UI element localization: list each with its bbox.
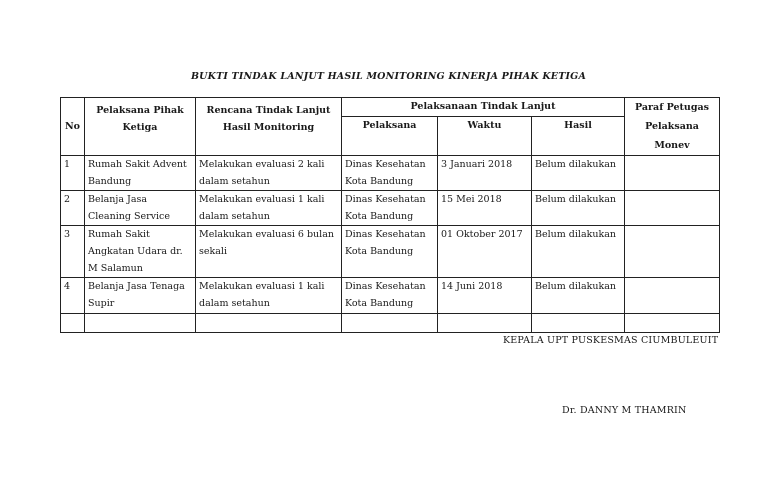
cell-hasil: Belum dilakukan [532,226,625,278]
signature-position: KEPALA UPT PUSKESMAS CIUMBULEUIT [503,335,719,346]
cell-waktu: 14 Juni 2018 [438,278,532,314]
document-title: BUKTI TINDAK LANJUT HASIL MONITORING KINERJA PIHAK KETIGA [190,71,587,82]
cell-hasil: Belum dilakukan [532,191,625,226]
empty-cell [342,314,438,333]
cell-paraf [625,278,720,314]
cell-pelaksana: Dinas Kesehatan Kota Bandung [342,278,438,314]
cell-hasil: Belum dilakukan [532,156,625,191]
cell-pihak: Rumah Sakit Angkatan Udara dr. M Salamun [85,226,196,278]
cell-pelaksana: Dinas Kesehatan Kota Bandung [342,156,438,191]
header-hasil: Hasil [532,116,625,155]
header-no: No [61,98,85,156]
table-row-empty [61,314,720,333]
cell-no: 1 [61,156,85,191]
cell-rencana: Melakukan evaluasi 6 bulan sekali [196,226,342,278]
header-rencana: Rencana Tindak Lanjut Hasil Monitoring [196,98,342,156]
table-row [61,191,720,226]
monitoring-table [60,97,720,333]
cell-no: 4 [61,278,85,314]
cell-no: 2 [61,191,85,226]
cell-rencana: Melakukan evaluasi 1 kali dalam setahun [196,191,342,226]
empty-cell [625,314,720,333]
cell-waktu: 01 Oktober 2017 [438,226,532,278]
signature-name: Dr. DANNY M THAMRIN [562,405,687,416]
cell-pihak: Rumah Sakit Advent Bandung [85,156,196,191]
empty-cell [85,314,196,333]
header-paraf: Paraf Petugas Pelaksana Monev [625,98,720,156]
empty-cell [438,314,532,333]
cell-pihak: Belanja Jasa Cleaning Service [85,191,196,226]
cell-paraf [625,191,720,226]
header-pelaksana: Pelaksana [342,116,438,155]
cell-rencana: Melakukan evaluasi 2 kali dalam setahun [196,156,342,191]
empty-cell [61,314,85,333]
table-row [61,226,720,278]
cell-rencana: Melakukan evaluasi 1 kali dalam setahun [196,278,342,314]
cell-pelaksana: Dinas Kesehatan Kota Bandung [342,191,438,226]
cell-pelaksana: Dinas Kesehatan Kota Bandung [342,226,438,278]
cell-hasil: Belum dilakukan [532,278,625,314]
table-row [61,156,720,191]
cell-paraf [625,156,720,191]
cell-waktu: 3 Januari 2018 [438,156,532,191]
cell-paraf [625,226,720,278]
header-pelaksana-pihak: Pelaksana Pihak Ketiga [85,98,196,156]
table-row [61,278,720,314]
cell-waktu: 15 Mei 2018 [438,191,532,226]
header-waktu: Waktu [438,116,532,155]
empty-cell [196,314,342,333]
empty-cell [532,314,625,333]
cell-pihak: Belanja Jasa Tenaga Supir [85,278,196,314]
cell-no: 3 [61,226,85,278]
header-pelaksanaan: Pelaksanaan Tindak Lanjut [342,98,625,117]
